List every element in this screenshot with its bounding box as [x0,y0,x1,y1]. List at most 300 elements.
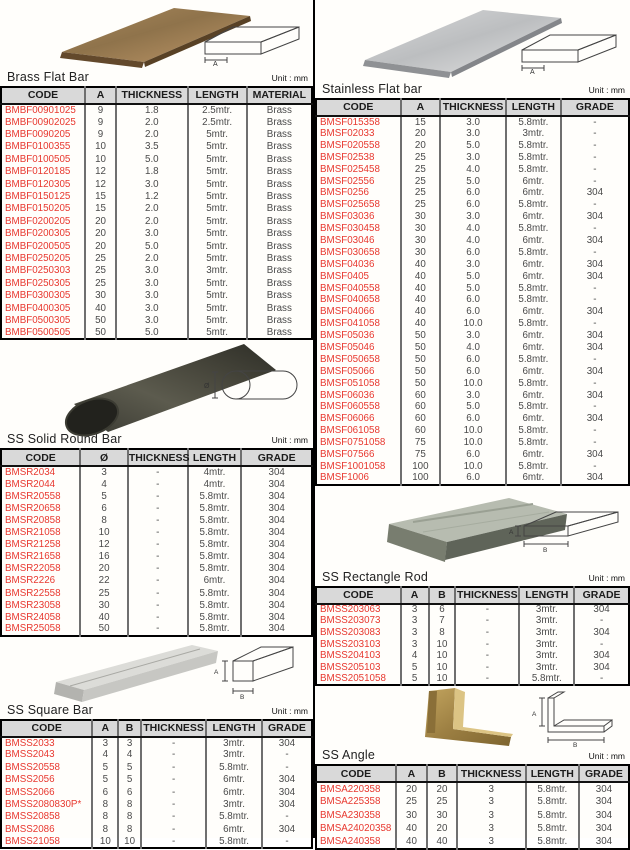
unit-label: Unit : mm [588,572,625,583]
angle-diagram-label-a: A [532,711,537,719]
table-row [1,551,312,563]
table-row [1,479,312,491]
stainless-flat-bar-media [315,0,630,82]
cell-grade: 304 [586,306,604,318]
cell-length: 3mtr. [206,737,262,749]
cell-diameter: 22 [80,575,128,587]
cell-b: 30 [427,809,457,822]
cell-b: 10 [429,639,456,651]
cell-material: Brass [266,153,292,165]
cell-a: 60 [401,389,441,401]
cell-a: 5 [92,762,118,774]
cell-b: 8 [118,823,141,835]
cell-grade: - [285,749,289,761]
cell-grade: 304 [268,563,285,575]
cell-length: 5.8mtr. [506,294,561,306]
cell-code: BMSA225358 [316,796,396,809]
cell-diameter: 50 [80,624,128,636]
cell-length: 5.8mtr. [526,782,579,795]
cell-thickness: 6.0 [440,366,506,378]
cell-code: BMSR21658 [1,551,80,563]
cell-code: BMSS21058 [1,836,92,848]
cell-material: Brass [266,141,292,153]
cell-grade: - [593,163,597,175]
table-header [1,449,312,466]
cell-a: 50 [85,327,116,339]
square-bar-table [0,719,313,850]
cell-grade: 304 [593,604,610,616]
cell-length: 6mtr. [506,449,561,461]
cell-a: 3 [401,604,429,616]
cell-length: 5mtr. [188,154,247,166]
cell-thickness: 3.0 [440,128,506,140]
cell-grade: 304 [593,650,610,662]
table-row [316,116,629,128]
cell-thickness: 5.0 [440,401,506,413]
cell-length: 5.8mtr. [506,223,561,235]
cell-a: 25 [401,175,441,187]
cell-length: 5.8mtr. [506,116,561,128]
table-row [1,799,312,811]
table-header [316,765,629,782]
cell-length: 5.8mtr. [506,247,561,259]
cell-grade: - [593,246,597,258]
cell-code: BMBF0500305 [1,315,85,327]
cell-thickness: - [455,650,519,662]
cell-material: Brass [266,302,292,314]
cell-grade: 304 [268,539,285,551]
table-row [1,302,312,314]
cell-grade: - [599,615,604,627]
cell-b: 8 [118,799,141,811]
section-ss-angle [315,686,630,849]
section-ss-square-bar [0,637,313,850]
cell-a: 15 [85,203,116,215]
cell-length: 5.8mtr. [526,836,579,849]
table-row [316,449,629,461]
cell-length: 5.8mtr. [519,674,574,686]
table-row [1,774,312,786]
cell-grade: - [593,151,597,163]
table-row [1,599,312,611]
col-header-thickness: THICKNESS [141,720,206,737]
table-row [1,575,312,587]
cell-length: 5mtr. [188,203,247,215]
cell-code: BMBF0400305 [1,302,85,314]
cell-thickness: 3.5 [116,141,188,153]
cell-length: 5mtr. [188,327,247,339]
cell-length: 4mtr. [188,479,242,491]
cell-b: 20 [427,822,457,835]
cell-length: 5.8mtr. [188,527,242,539]
cell-material: Brass [266,326,292,338]
cell-length: 5mtr. [188,240,247,252]
table-row [316,822,629,835]
cell-length: 6mtr. [506,175,561,187]
table-row [316,152,629,164]
cell-length: 5.8mtr. [506,378,561,390]
cell-diameter: 40 [80,612,128,624]
cell-thickness: 5.0 [116,154,188,166]
stainless-flat-bar-table [315,98,630,486]
cell-thickness: - [128,515,188,527]
cell-grade: 304 [593,626,610,638]
cell-grade: 304 [268,551,285,563]
cell-material: Brass [266,129,292,141]
table-row [316,389,629,401]
table-row [316,354,629,366]
cell-diameter: 5 [80,491,128,503]
cell-length: 6mtr. [506,389,561,401]
table-row [316,662,629,674]
cell-a: 30 [401,235,441,247]
cell-grade: 304 [586,270,604,282]
cell-thickness: 6.0 [440,306,506,318]
cell-thickness: - [455,662,519,674]
cell-thickness: - [455,615,519,627]
table-row [316,366,629,378]
table-header [1,720,312,737]
cell-a: 25 [401,164,441,176]
cell-a: 4 [92,749,118,761]
table-row [316,271,629,283]
cell-thickness: 3.0 [116,290,188,302]
col-header-a: A [396,765,427,782]
cell-thickness: 6.0 [440,199,506,211]
cell-length: 5.8mtr. [506,152,561,164]
right-column [313,0,630,847]
cell-a: 75 [401,437,441,449]
cell-a: 30 [401,211,441,223]
cell-b: 25 [427,796,457,809]
cell-a: 30 [396,809,427,822]
cell-code: BMSR22558 [1,587,80,599]
cell-code: BMSF02538 [316,152,401,164]
cell-a: 12 [85,166,116,178]
cell-thickness: 5.0 [440,140,506,152]
cell-code: BMSS203073 [316,615,401,627]
cell-a: 40 [401,306,441,318]
round-bar-media [0,340,313,432]
cell-length: 5.8mtr. [506,354,561,366]
cell-code: BMBF0250205 [1,253,85,265]
cell-a: 9 [85,116,116,128]
cell-length: 4mtr. [188,466,242,478]
table-row [316,674,629,686]
cell-thickness: 3.0 [440,330,506,342]
cell-length: 6mtr. [506,306,561,318]
cell-grade: - [593,139,597,151]
table-row [316,294,629,306]
cell-code: BMSF060558 [316,401,401,413]
brass-flat-bar-caption [0,70,313,86]
cell-code: BMSS2043 [1,749,92,761]
cell-b: 7 [429,615,456,627]
cell-a: 20 [401,140,441,152]
table-row [316,330,629,342]
cell-thickness: - [141,762,206,774]
cell-length: 5mtr. [188,290,247,302]
section-stainless-flat-bar [315,0,630,486]
cell-length: 5mtr. [188,129,247,141]
cell-code: BMSF025658 [316,199,401,211]
cell-code: BMBF0250305 [1,277,85,289]
cell-thickness: 3 [457,796,526,809]
table-row [316,461,629,473]
cell-grade: - [593,353,597,365]
cell-a: 75 [401,449,441,461]
cell-code: BMSF041058 [316,318,401,330]
cell-grade: 304 [595,796,613,808]
cell-a: 6 [92,786,118,798]
cell-length: 5.8mtr. [188,551,242,563]
cell-code: BMBF0200505 [1,240,85,252]
cell-thickness: 3 [457,809,526,822]
cell-length: 5mtr. [188,277,247,289]
table-row [1,823,312,835]
cell-thickness: 3.0 [116,315,188,327]
cell-length: 5.8mtr. [188,587,242,599]
table-row [1,178,312,190]
cell-grade: - [593,318,597,330]
cell-thickness: 3 [457,782,526,795]
cell-code: BMSF05066 [316,366,401,378]
cell-thickness: - [141,823,206,835]
cell-thickness: 6.0 [440,473,506,485]
cell-length: 3mtr. [206,749,262,761]
cell-grade: 304 [278,798,296,810]
cell-code: BMSR25058 [1,624,80,636]
cell-a: 40 [401,318,441,330]
cell-length: 5.8mtr. [188,503,242,515]
col-header-a: A [401,99,441,116]
cell-grade: 304 [595,783,613,795]
cell-length: 5.8mtr. [188,539,242,551]
table-row [316,306,629,318]
cell-length: 5.8mtr. [506,164,561,176]
cell-thickness: 4.0 [440,235,506,247]
cell-code: BMSR22058 [1,563,80,575]
col-header-a: A [92,720,118,737]
unit-label: Unit : mm [271,435,308,446]
cell-a: 40 [401,259,441,271]
col-header-code: CODE [316,587,401,604]
cell-grade: - [285,811,289,823]
cell-thickness: - [128,491,188,503]
cell-code: BMSF02556 [316,175,401,187]
cell-code: BMBF0300305 [1,290,85,302]
cell-grade: 304 [268,611,285,623]
cell-thickness: - [128,503,188,515]
rectangle-rod-diagram [508,504,624,556]
cell-code: BMSF03036 [316,211,401,223]
cell-grade: 304 [268,587,285,599]
cell-code: BMSF030658 [316,247,401,259]
cell-grade: - [593,175,597,187]
cell-b: 10 [429,662,456,674]
cell-length: 6mtr. [206,786,262,798]
round-bar-diagram-label-dia: Ø [204,383,210,391]
cell-a: 25 [401,152,441,164]
table-row [1,624,312,636]
cell-grade: 304 [268,514,285,526]
cell-a: 5 [401,674,429,686]
table-row [1,749,312,761]
table-row [316,140,629,152]
cell-code: BMSS2056 [1,774,92,786]
cell-grade: 304 [595,835,613,847]
table-row [316,235,629,247]
flat-bar-diagram [514,24,624,76]
table-row [1,166,312,178]
table-header [316,99,629,116]
cell-code: BMSF1006 [316,473,401,485]
cell-code: BMSF05036 [316,330,401,342]
cell-a: 40 [85,302,116,314]
cell-thickness: 2.0 [116,129,188,141]
cell-thickness: 5.0 [116,327,188,339]
col-header-length: LENGTH [506,99,561,116]
col-header-code: CODE [1,720,92,737]
cell-grade: 304 [586,234,604,246]
cell-thickness: 3.0 [440,259,506,271]
cell-length: 5.8mtr. [526,796,579,809]
cell-material: Brass [266,314,292,326]
cell-thickness: - [128,479,188,491]
table-row [1,491,312,503]
cell-code: BMSR20658 [1,503,80,515]
table-row [316,378,629,390]
cell-grade: 304 [586,258,604,270]
table-row [316,318,629,330]
table-row [1,315,312,327]
cell-length: 5.8mtr. [526,822,579,835]
table-row [1,277,312,289]
cell-thickness: 4.0 [440,223,506,235]
cell-thickness: - [141,799,206,811]
cell-thickness: - [128,551,188,563]
cell-thickness: 4.0 [440,342,506,354]
square-bar-diagram-label-a: A [214,668,219,676]
cell-thickness: 3.0 [440,152,506,164]
cell-a: 25 [396,796,427,809]
cell-length: 3mtr. [519,604,574,616]
brass-flat-bar-table [0,86,313,340]
cell-a: 40 [401,294,441,306]
cell-a: 3 [92,737,118,749]
table-row [316,342,629,354]
cell-thickness: - [141,811,206,823]
cell-length: 5.8mtr. [506,461,561,473]
cell-code: BMSA24020358 [316,822,396,835]
cell-a: 50 [401,354,441,366]
table-row [1,154,312,166]
col-header-a: A [85,87,116,104]
cell-length: 3mtr. [519,615,574,627]
table-header [316,587,629,604]
stainless-flat-bar-caption [315,82,630,98]
section-title: SS Square Bar [7,702,93,717]
square-bar-caption [0,703,313,719]
cell-a: 9 [85,129,116,141]
cell-thickness: 10.0 [440,437,506,449]
cell-thickness: - [128,612,188,624]
cell-grade: - [593,282,597,294]
cell-diameter: 6 [80,503,128,515]
cell-length: 5mtr. [188,178,247,190]
table-row [316,809,629,822]
cell-diameter: 20 [80,563,128,575]
cell-thickness: 4.0 [440,164,506,176]
section-ss-rectangle-rod [315,486,630,687]
cell-code: BMSF020558 [316,140,401,152]
rectangle-rod-media [315,486,630,570]
cell-length: 5.8mtr. [506,199,561,211]
table-row [1,612,312,624]
cell-length: 3mtr. [519,650,574,662]
cell-code: BMSS20858 [1,811,92,823]
cell-thickness: 2.0 [116,216,188,228]
cell-code: BMSF061058 [316,425,401,437]
cell-grade: 304 [586,187,604,199]
cell-length: 5.8mtr. [206,762,262,774]
cell-material: Brass [266,116,292,128]
cell-a: 20 [85,228,116,240]
cell-code: BMSA220358 [316,782,396,795]
cell-code: BMSR2226 [1,575,80,587]
cell-length: 5.8mtr. [188,612,242,624]
cell-material: Brass [266,215,292,227]
cell-material: Brass [266,166,292,178]
cell-thickness: 5.0 [116,240,188,252]
col-header-length: LENGTH [526,765,579,782]
rectangle-rod-diagram-label-a: A [509,528,514,536]
cell-a: 100 [401,461,441,473]
table-row [316,782,629,795]
square-bar-diagram [209,639,305,701]
table-row [316,128,629,140]
table-row [1,563,312,575]
table-row [1,503,312,515]
col-header-a: A [401,587,429,604]
cell-a: 50 [401,342,441,354]
table-row [1,216,312,228]
col-header-code: CODE [1,87,85,104]
cell-a: 4 [401,650,429,662]
cell-a: 10 [85,141,116,153]
cell-grade: 304 [278,823,296,835]
cell-a: 8 [92,799,118,811]
cell-length: 5.8mtr. [206,836,262,848]
cell-thickness: 3.0 [116,265,188,277]
cell-a: 60 [401,413,441,425]
col-header-grade: GRADE [241,449,312,466]
cell-thickness: - [128,599,188,611]
cell-length: 6mtr. [506,413,561,425]
table-row [316,650,629,662]
table-row [1,253,312,265]
cell-a: 50 [401,366,441,378]
section-title: Stainless Flat bar [322,82,423,96]
cell-grade: 304 [586,365,604,377]
col-header-code: CODE [1,449,80,466]
cell-material: Brass [266,228,292,240]
table-row [1,203,312,215]
table-row [316,413,629,425]
cell-code: BMSS2066 [1,786,92,798]
flat-bar-diagram-label-a: A [213,61,218,68]
cell-a: 3 [401,627,429,639]
